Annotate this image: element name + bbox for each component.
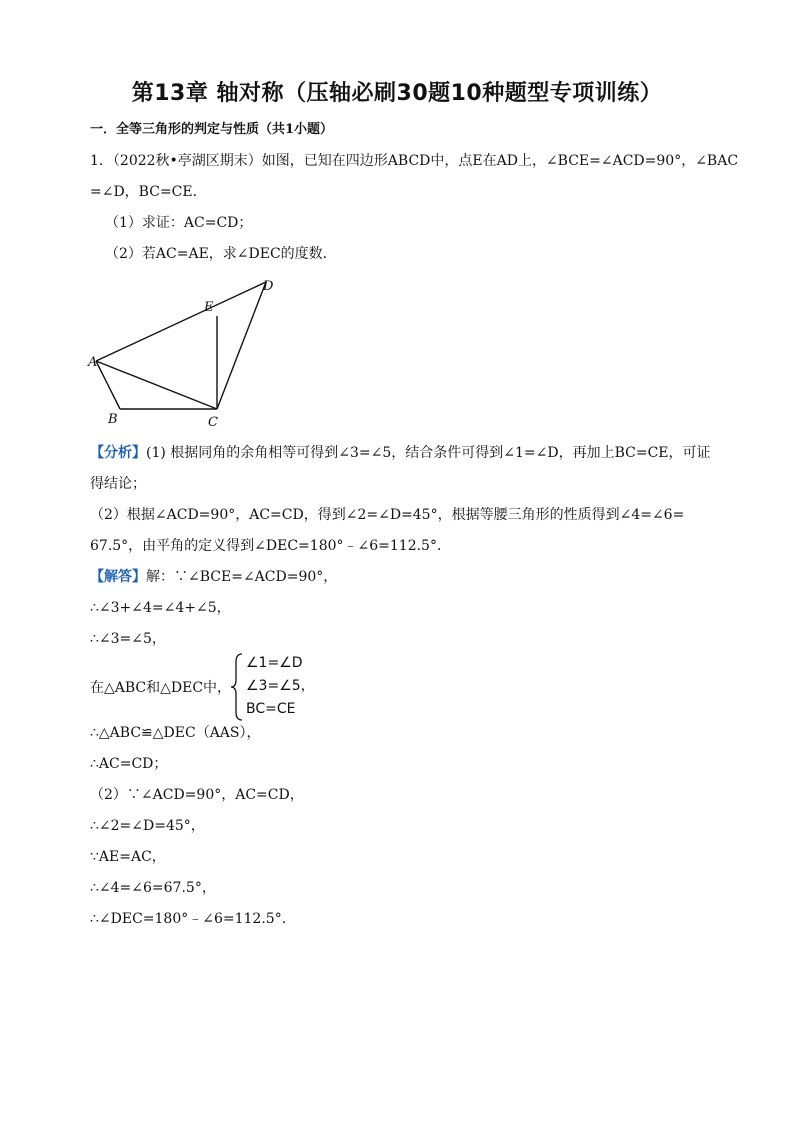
solution-line-4: ∴△ABC≌△DEC（AAS）， (90, 725, 261, 741)
problem-part-1: （1）求证：AC=CD； (105, 215, 253, 231)
label-A: A (88, 355, 98, 370)
system-intro: 在△ABC和△DEC中， (90, 680, 232, 696)
analysis-line-1 (90, 443, 711, 463)
analysis-line-3: （2）根据∠ACD=90°，AC=CD，得到∠2=∠D=45°，根据等腰三角形的性质得到∠4=∠6= (90, 507, 685, 523)
label-C: C (208, 415, 218, 430)
quadrilateral-diagram (80, 270, 300, 440)
solution-text-1: 解：∵∠BCE=∠ACD=90°， (146, 569, 338, 585)
label-E: E (204, 300, 214, 315)
solution-line-5: ∴AC=CD； (90, 756, 168, 772)
solution-tag: 【解答】 (90, 569, 146, 585)
analysis-line-2: 得结论； (90, 476, 146, 492)
solution-line-10: ∴∠DEC=180°﹣∠6=112.5°． (90, 911, 296, 927)
solution-line-6: （2）∵∠ACD=90°，AC=CD， (90, 787, 304, 803)
solution-line-3: ∴∠3=∠5， (90, 631, 166, 647)
label-D: D (263, 279, 274, 294)
system-condition-2: ∠3=∠5， (246, 678, 315, 694)
solution-line-8: ∵AE=AC， (90, 849, 166, 865)
problem-part-2: （2）若AC=AE，求∠DEC的度数． (105, 246, 337, 262)
solution-line-7: ∴∠2=∠D=45°， (90, 818, 205, 834)
segment-AC (96, 361, 217, 409)
solution-line-1 (90, 567, 337, 587)
analysis-text-1: (1) 根据同角的余角相等可得到∠3=∠5，结合条件可得到∠1=∠D，再加上BC=CE，可证 (146, 445, 711, 461)
left-brace-icon (230, 652, 244, 722)
page-title: 第13章 轴对称（压轴必刷30题10种题型专项训练） (131, 81, 663, 106)
analysis-line-4: 67.5°，由平角的定义得到∠DEC=180°﹣∠6=112.5°． (90, 538, 451, 554)
solution-line-2: ∴∠3+∠4=∠4+∠5， (90, 600, 231, 616)
system-conditions (246, 652, 315, 721)
problem-line-1: 1．（2022秋•亭湖区期末）如图，已知在四边形ABCD中，点E在AD上，∠BCE=∠ACD=90°，∠BAC (90, 153, 739, 169)
analysis-tag: 【分析】 (90, 445, 146, 461)
geometry-figure (80, 270, 300, 440)
section-heading: 一．全等三角形的判定与性质（共1小题） (90, 122, 334, 137)
solution-line-9: ∴∠4=∠6=67.5°， (90, 880, 216, 896)
problem-line-2: =∠D，BC=CE． (90, 184, 207, 200)
label-B: B (108, 412, 118, 427)
system-condition-3: BC=CE (246, 701, 296, 717)
segment-BA (96, 361, 120, 409)
system-condition-1: ∠1=∠D (246, 655, 303, 671)
